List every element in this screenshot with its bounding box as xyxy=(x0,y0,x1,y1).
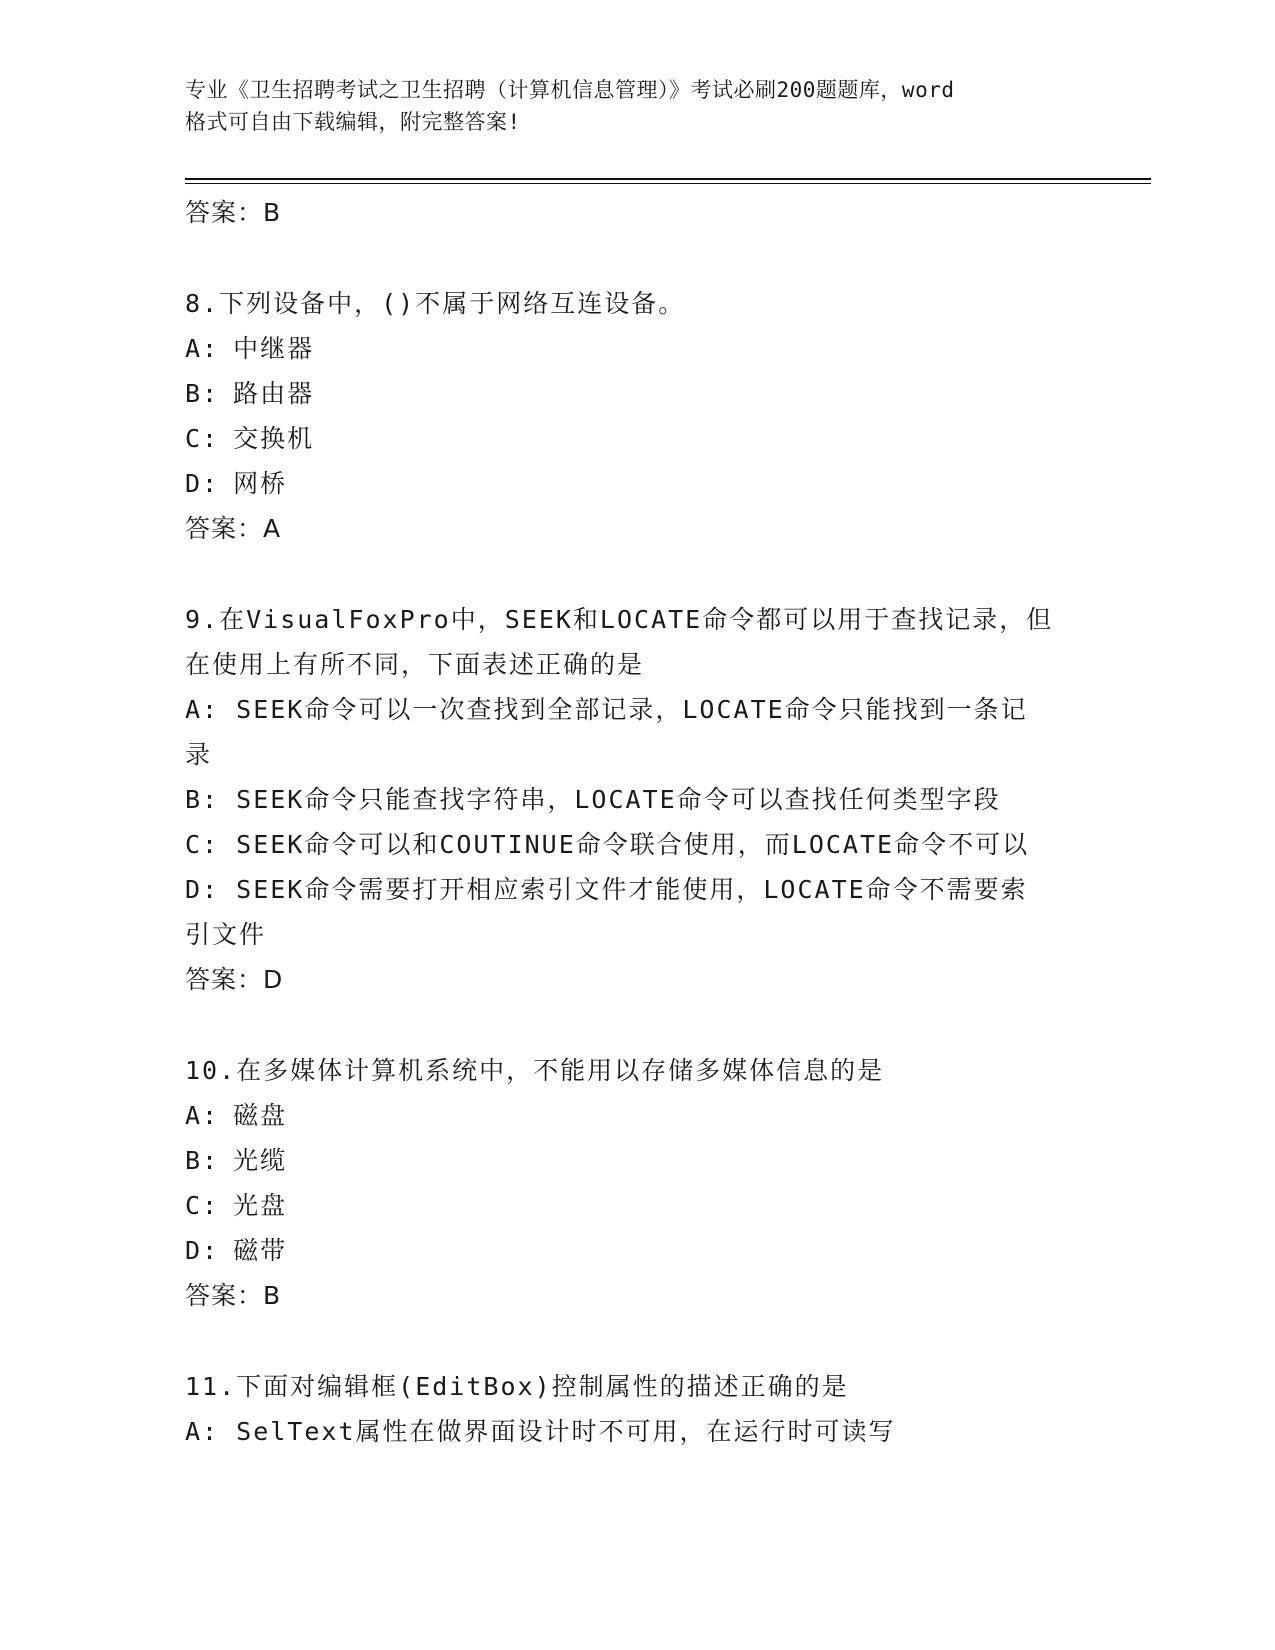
option-text: 磁带 xyxy=(233,1236,288,1265)
option-d xyxy=(185,461,1085,506)
option-label: D: xyxy=(185,1236,220,1265)
answer: 答案：A xyxy=(185,514,282,543)
question-stem-line-2: 在使用上有所不同，下面表述正确的是 xyxy=(185,650,645,679)
option-text: 中继器 xyxy=(233,334,315,363)
previous-answer: 答案：B xyxy=(185,198,282,227)
header-line-1: 专业《卫生招聘考试之卫生招聘（计算机信息管理）》考试必刷200题题库，word xyxy=(185,78,955,102)
option-text: 磁盘 xyxy=(233,1101,288,1130)
option-text: 交换机 xyxy=(233,424,315,453)
document-header xyxy=(185,74,1085,138)
option-d-line-1: D: SEEK命令需要打开相应索引文件才能使用，LOCATE命令不需要索 xyxy=(185,875,1028,904)
option-d-line-2: 引文件 xyxy=(185,920,267,949)
option-label: C: xyxy=(185,424,220,453)
option-c xyxy=(185,1183,1085,1228)
option-a xyxy=(185,1093,1085,1138)
question-stem: 10.在多媒体计算机系统中，不能用以存储多媒体信息的是 xyxy=(185,1056,885,1085)
option-label: A: xyxy=(185,334,220,363)
spacer xyxy=(185,235,1085,281)
option-c xyxy=(185,416,1085,461)
option-b xyxy=(185,371,1085,416)
option-d xyxy=(185,1228,1085,1273)
question-9 xyxy=(185,597,1085,1002)
option-label: D: xyxy=(185,469,220,498)
header-line-2: 格式可自由下载编辑，附完整答案! xyxy=(185,110,521,134)
option-text: 光盘 xyxy=(233,1191,288,1220)
header-divider-thin xyxy=(185,183,1151,184)
question-list xyxy=(185,190,1085,1454)
question-stem-line-1: 9.在VisualFoxPro中，SEEK和LOCATE命令都可以用于查找记录，但 xyxy=(185,605,1054,634)
option-text: 光缆 xyxy=(233,1146,288,1175)
option-label: C: xyxy=(185,1191,220,1220)
question-11 xyxy=(185,1364,1085,1454)
question-10 xyxy=(185,1048,1085,1318)
answer: 答案：B xyxy=(185,1281,282,1310)
question-stem: 8.下列设备中，()不属于网络互连设备。 xyxy=(185,289,686,318)
option-text: 网桥 xyxy=(233,469,288,498)
header-divider xyxy=(185,178,1151,180)
option-a-line-1: A: SEEK命令可以一次查找到全部记录，LOCATE命令只能找到一条记 xyxy=(185,695,1028,724)
option-label: B: xyxy=(185,379,220,408)
option-a xyxy=(185,326,1085,371)
option-b xyxy=(185,1138,1085,1183)
question-8 xyxy=(185,281,1085,551)
spacer xyxy=(185,551,1085,597)
option-c: C: SEEK命令可以和COUTINUE命令联合使用，而LOCATE命令不可以 xyxy=(185,830,1030,859)
option-text: 路由器 xyxy=(233,379,315,408)
spacer xyxy=(185,1318,1085,1364)
option-label: B: xyxy=(185,1146,220,1175)
option-b: B: SEEK命令只能查找字符串，LOCATE命令可以查找任何类型字段 xyxy=(185,785,1001,814)
option-a-line-2: 录 xyxy=(185,740,213,769)
option-a: A: SelText属性在做界面设计时不可用，在运行时可读写 xyxy=(185,1417,896,1446)
option-label: A: xyxy=(185,1101,220,1130)
question-stem: 11.下面对编辑框(EditBox)控制属性的描述正确的是 xyxy=(185,1372,849,1401)
spacer xyxy=(185,1002,1085,1048)
answer: 答案：D xyxy=(185,965,284,994)
